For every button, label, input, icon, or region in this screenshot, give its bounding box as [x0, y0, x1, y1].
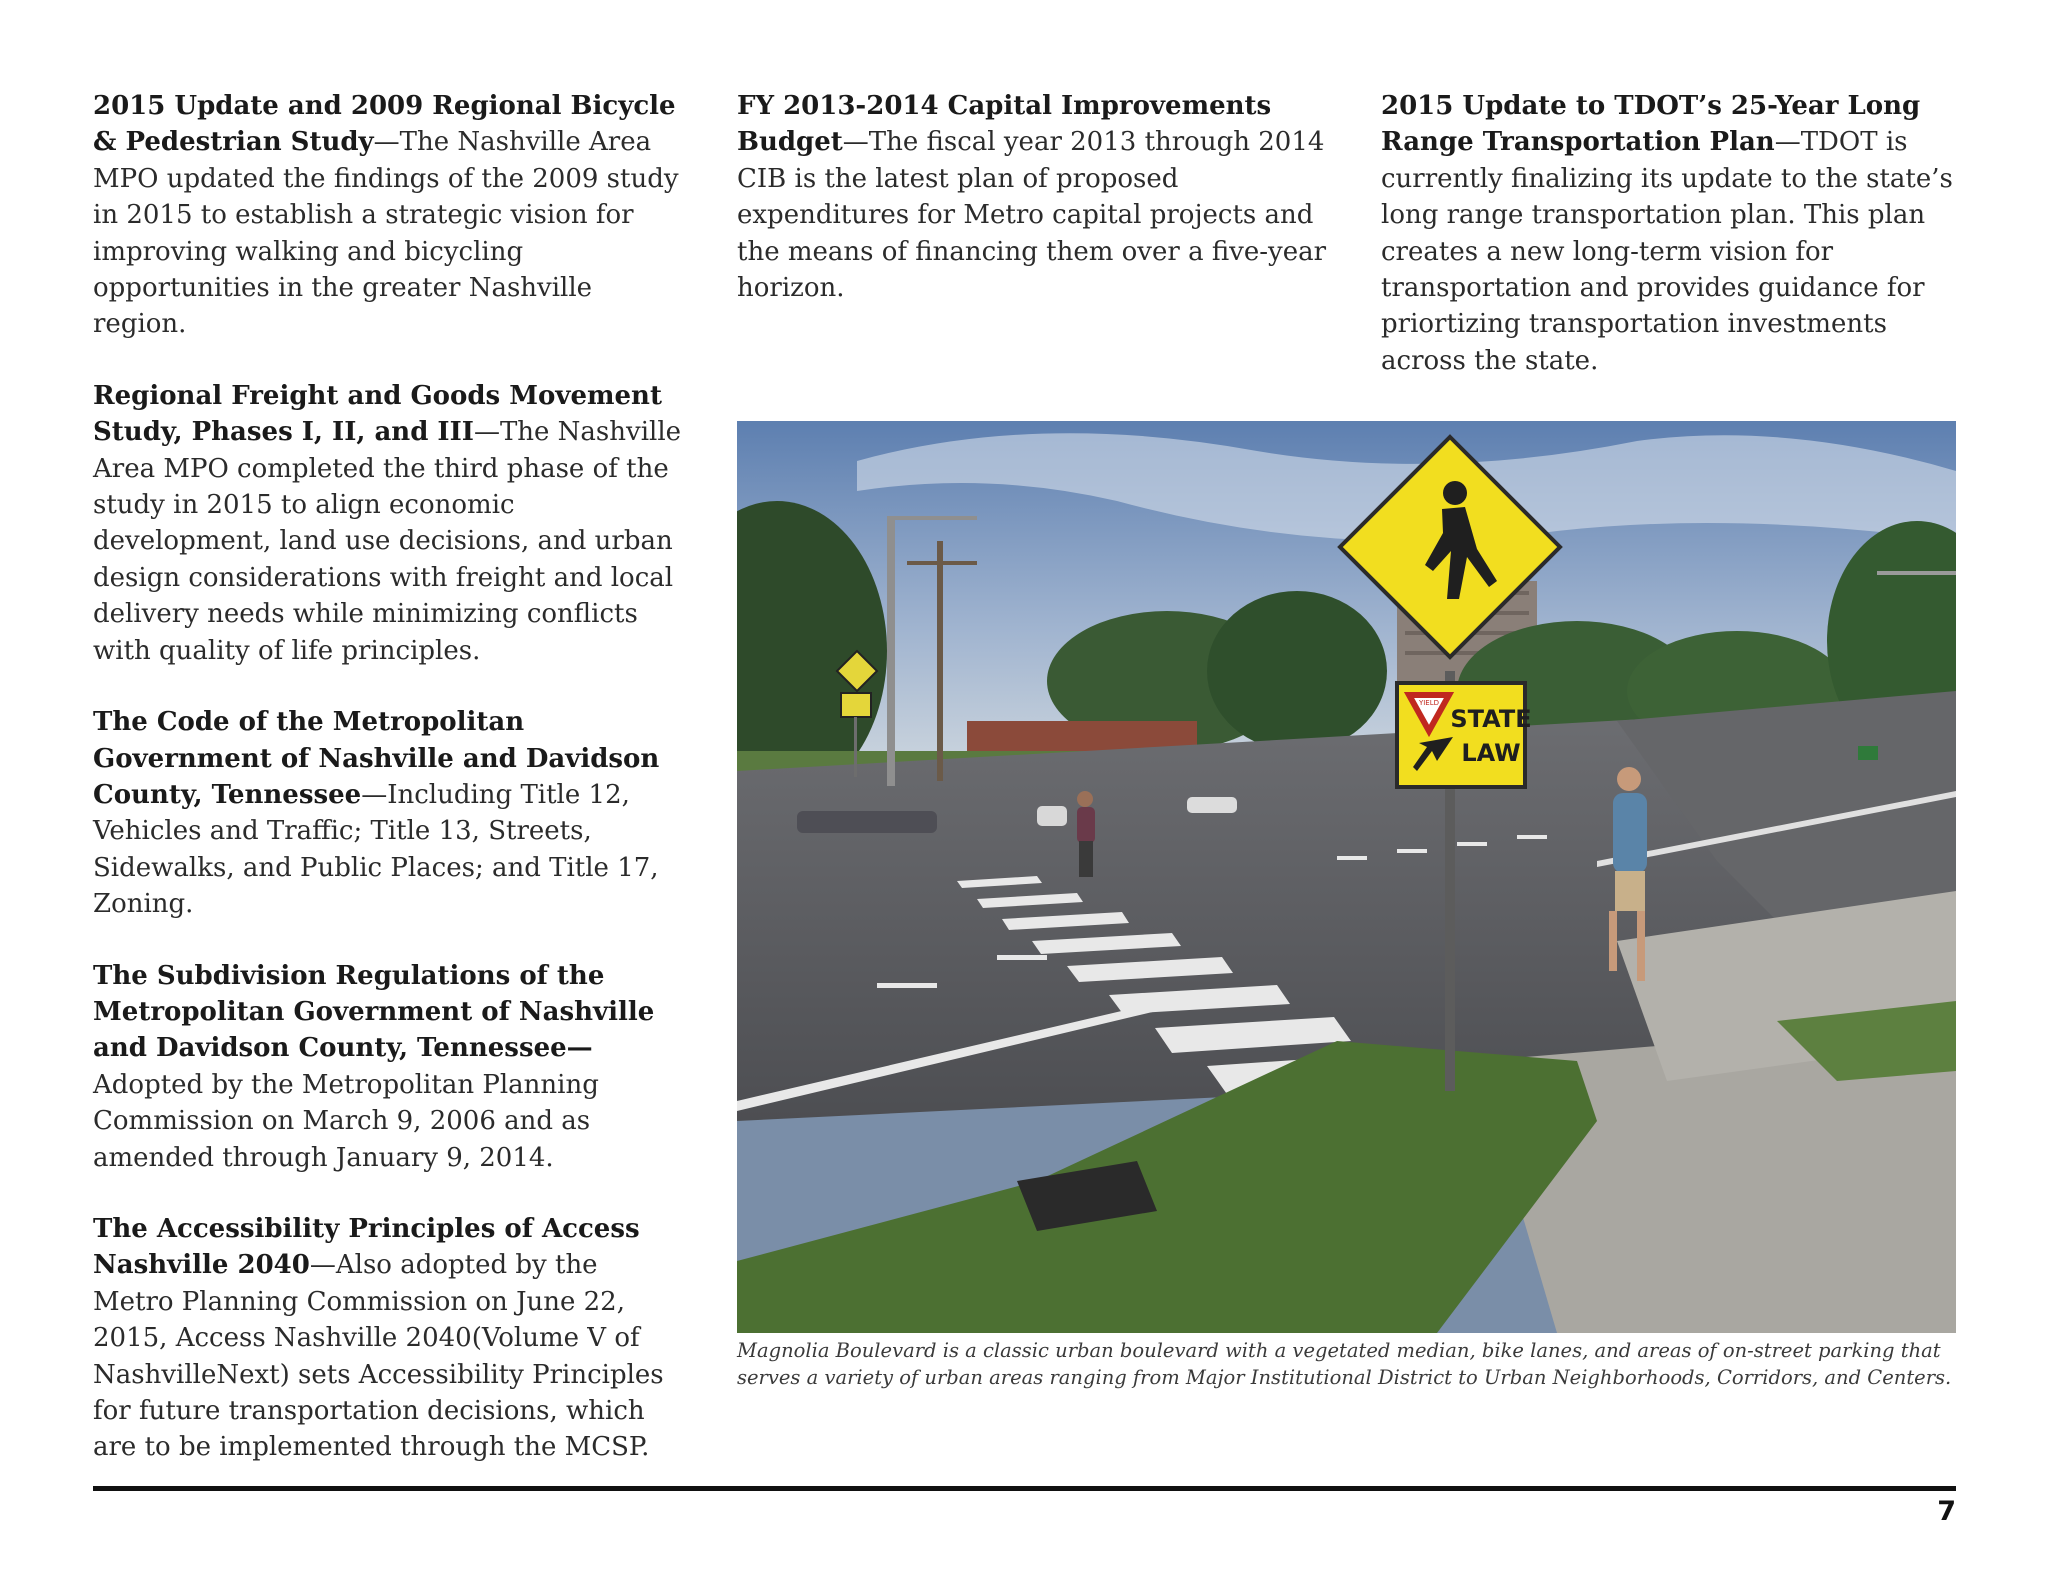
entry-body: Adopted by the Metropolitan Planning Commission on March 9, 2006 and as amended through January 9, 2014. [93, 1069, 599, 1173]
entry-title: FY 2013-2014 Capital Improvements Budget [737, 91, 1272, 158]
entry-title: The Subdivision Regulations of the Metropolitan Government of Nashville and Davidson County, Tennessee— [93, 960, 655, 1064]
entry-title: Regional Freight and Goods Movement Study, Phases I, II, and III [93, 380, 662, 448]
photo-caption: Magnolia Boulevard is a classic urban boulevard with a vegetated median, bike lanes, and areas of on-street parking that serves a variety of urban areas ranging from Major Institutional District to Urban Neighborhoods, Corridors, and Centers. [737, 1339, 1952, 1389]
yield-sign-text: YIELD [1418, 699, 1440, 707]
entry-body: —The fiscal year 2013 through 2014 CIB is the latest plan of proposed expenditures for Metro capital projects and the means of financing them over a five-year horizon. [737, 127, 1327, 304]
entry-title: The Code of the Metropolitan Government of Nashville and Davidson County, Tennessee [93, 707, 660, 810]
reference-entry [93, 1211, 683, 1466]
entry-body: —The Nashville Area MPO updated the findings of the 2009 study in 2015 to establish a strategic vision for improving walking and bicycling opportunities in the greater Nashville region. [93, 127, 679, 340]
reference-entry [93, 378, 683, 669]
reference-entry [1381, 88, 1971, 379]
entry-title: The Accessibility Principles of Access Nashville 2040 [93, 1213, 640, 1281]
reference-entry [93, 88, 683, 343]
entry-title: 2015 Update and 2009 Regional Bicycle & Pedestrian Study [93, 91, 676, 158]
right-column [1381, 88, 1971, 414]
entry-body: —TDOT is currently finalizing its update to the state’s long range transportation plan. This plan creates a new long-term vision for transportation and provides guidance for priortizing transportation investments across the state. [1381, 127, 1953, 376]
entry-title: 2015 Update to TDOT’s 25-Year Long Range Transportation Plan [1381, 91, 1921, 158]
sign-state-text: STATE [1450, 705, 1532, 733]
entry-body: —The Nashville Area MPO completed the third phase of the study in 2015 to align economic development, land use decisions, and urban design considerations with freight and local delivery needs while minimizing conflicts with quality of life principles. [93, 417, 682, 666]
reference-entry [737, 88, 1327, 306]
reference-entry [93, 704, 683, 922]
street-photo [737, 421, 1956, 1333]
entry-body: —Including Title 12, Vehicles and Traffic; Title 13, Streets, Sidewalks, and Public Places; and Title 17, Zoning. [93, 779, 659, 920]
page-number: 7 [1937, 1496, 1956, 1527]
sign-law-text: LAW [1461, 739, 1521, 767]
footer-divider [93, 1486, 1956, 1491]
reference-entry [93, 958, 683, 1176]
left-column [93, 88, 683, 1501]
entry-body: —Also adopted by the Metro Planning Commission on June 22, 2015, Access Nashville 2040(Volume V of NashvilleNext) sets Accessibility Principles for future transportation decisions, which are to be implemented through the MCSP. [93, 1250, 664, 1463]
middle-column [737, 88, 1327, 341]
